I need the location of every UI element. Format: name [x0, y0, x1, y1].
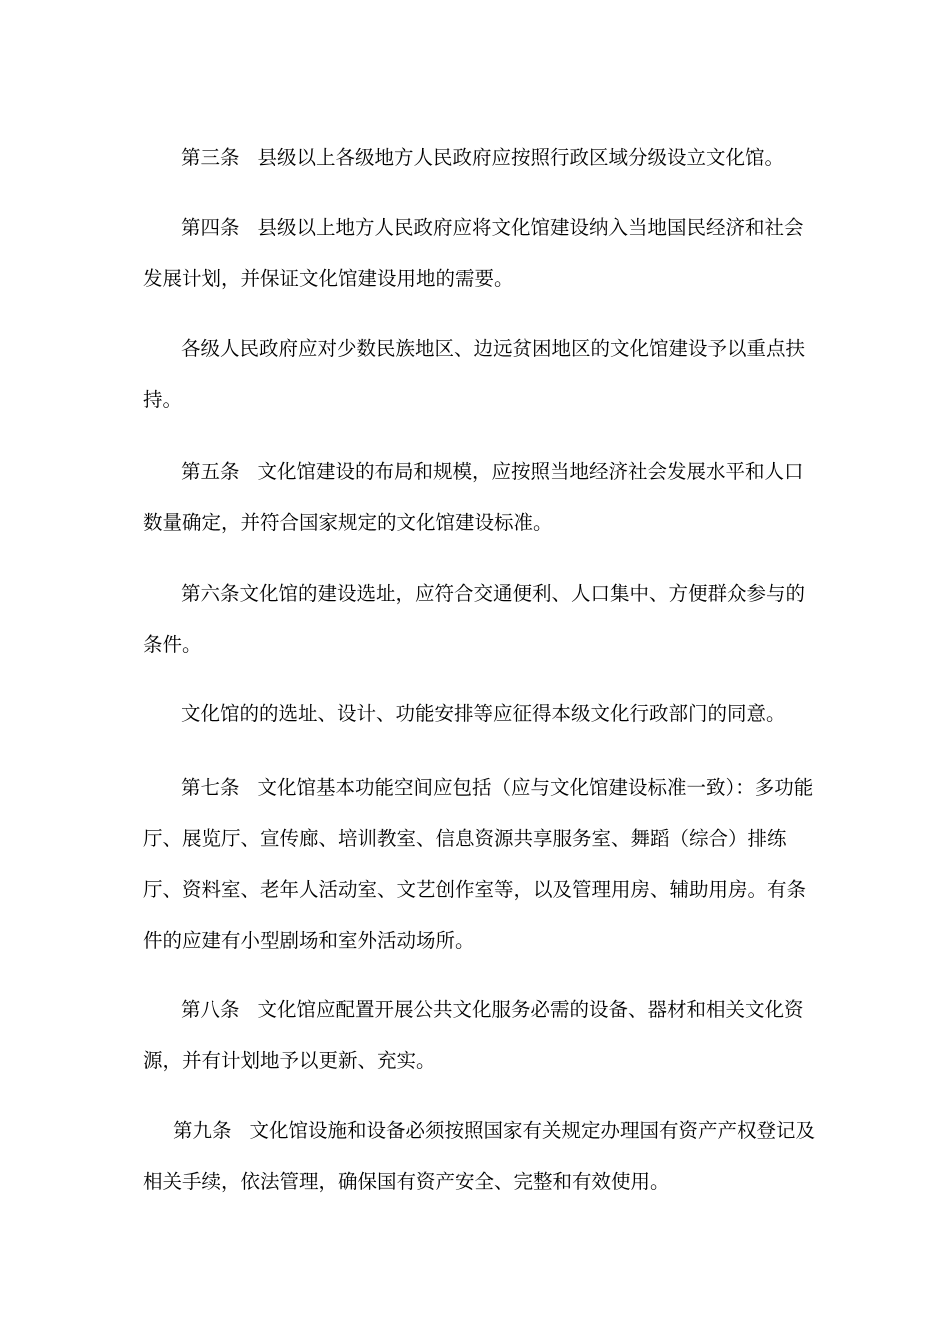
- article-number: 第七条: [181, 775, 240, 799]
- paragraph-text: 各级人民政府应对少数民族地区、边远贫困地区的文化馆建设予以重点扶持。: [143, 336, 806, 411]
- paragraph-article-6: [143, 568, 823, 670]
- paragraph-article-9: [143, 1105, 823, 1207]
- paragraph-text: 文化馆设施和设备必须按照国家有关规定办理国有资产产权登记及相关手续，依法管理，确保国有资产安全、完整和有效使用。: [143, 1118, 816, 1193]
- paragraph-article-7: [143, 762, 823, 966]
- paragraph-article-4-clause-2: [143, 323, 823, 425]
- paragraph-article-5: [143, 446, 823, 548]
- article-number: 第九条: [173, 1118, 232, 1142]
- paragraph-article-3: [143, 132, 823, 183]
- paragraph-article-8: [143, 984, 823, 1086]
- paragraph-article-4: [143, 202, 823, 304]
- article-number: 第八条: [181, 997, 240, 1021]
- article-number: 第三条: [181, 145, 240, 169]
- article-number: 第四条: [181, 215, 240, 239]
- paragraph-text: 县级以上各级地方人民政府应按照行政区域分级设立文化馆。: [257, 145, 785, 169]
- paragraph-text: 文化馆的的选址、设计、功能安排等应征得本级文化行政部门的同意。: [181, 701, 786, 725]
- paragraph-text: 县级以上地方人民政府应将文化馆建设纳入当地国民经济和社会发展计划，并保证文化馆建设用地的需要。: [143, 215, 804, 290]
- article-number: 第五条: [181, 459, 240, 483]
- paragraph-article-6-clause-2: [143, 688, 823, 739]
- paragraph-text: 文化馆基本功能空间应包括（应与文化馆建设标准一致）：多功能厅、展览厅、宣传廊、培训教室、信息资源共享服务室、舞蹈（综合）排练厅、资料室、老年人活动室、文艺创作室等，以及管理用房、辅助用房。有条件的应建有小型剧场和室外活动场所。: [143, 775, 814, 952]
- paragraph-text: 文化馆应配置开展公共文化服务必需的设备、器材和相关文化资源，并有计划地予以更新、充实。: [143, 997, 804, 1072]
- paragraph-text: 第六条文化馆的建设选址，应符合交通便利、人口集中、方便群众参与的条件。: [143, 581, 806, 656]
- paragraph-text: 文化馆建设的布局和规模，应按照当地经济社会发展水平和人口数量确定，并符合国家规定的文化馆建设标准。: [143, 459, 804, 534]
